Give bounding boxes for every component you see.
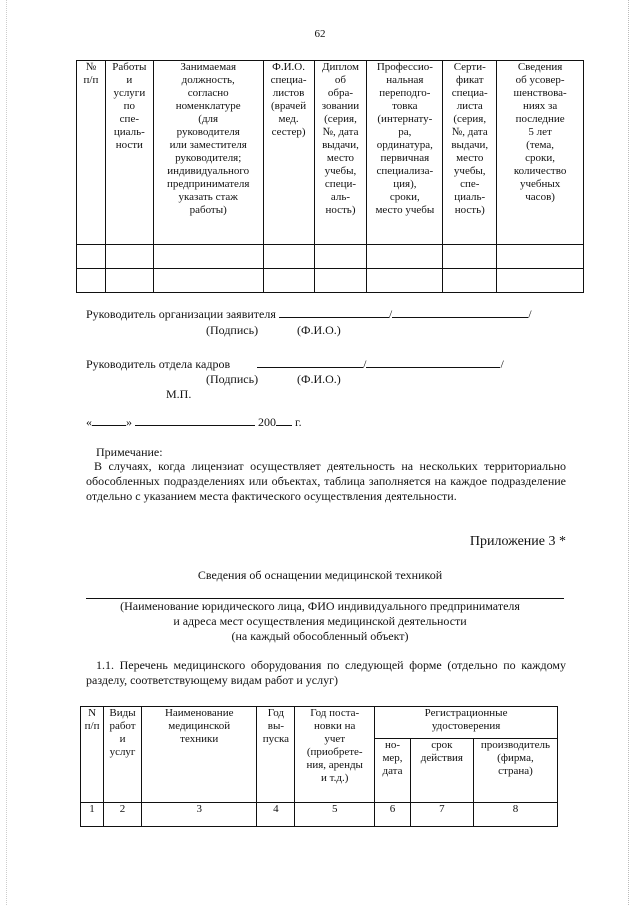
appendix-subtitle-2: и адреса мест осуществления медицинской деятельности — [173, 614, 467, 628]
quote-open: « — [86, 415, 92, 429]
slash: / — [363, 357, 367, 371]
appendix-subtitle-1: (Наименование юридического лица, ФИО индивидуального предпринимателя — [120, 599, 520, 613]
table-cell[interactable] — [77, 245, 106, 269]
header-cell: Виды работ и услуг — [104, 707, 142, 803]
month-field[interactable] — [135, 414, 255, 426]
table-cell[interactable] — [105, 245, 153, 269]
column-number: 6 — [375, 803, 411, 827]
table-cell[interactable] — [367, 269, 443, 293]
year-prefix: 200 — [258, 415, 276, 429]
table-cell[interactable] — [443, 245, 497, 269]
stamp-place: М.П. — [166, 387, 192, 401]
column-number: 3 — [141, 803, 257, 827]
header-cell: производитель (фирма, страна) — [473, 739, 557, 803]
header-cell: № п/п — [77, 61, 106, 245]
hr-head-label: Руководитель отдела кадров — [86, 357, 231, 371]
table-cell[interactable] — [153, 269, 263, 293]
column-number: 8 — [473, 803, 557, 827]
hr-head-signature — [86, 356, 566, 372]
table-cell[interactable] — [314, 269, 367, 293]
note-title: Примечание: — [96, 445, 163, 459]
slash: / — [500, 357, 504, 371]
hr-head-name-line[interactable] — [366, 356, 500, 368]
hr-head-signature-line[interactable] — [257, 356, 363, 368]
header-cell: Серти- фикат специа- листа (серия, №, дата выдачи, место учебы, спе- циаль- ность) — [443, 61, 497, 245]
quote-close: » — [126, 415, 132, 429]
fio-caption: (Ф.И.О.) — [297, 323, 341, 337]
table-cell[interactable] — [497, 269, 584, 293]
table-row — [81, 803, 558, 827]
header-cell: Работы и услуги по спе- циаль- ности — [105, 61, 153, 245]
header-cell: Профессио- нальная переподго- товка (интернату- ра, ординатура, первичная специализа- ция), сроки, место учебы — [367, 61, 443, 245]
header-cell: Диплом об обра- зовании (серия, №, дата выдачи, место учебы, специ- аль- ность) — [314, 61, 367, 245]
appendix-title: Сведения об оснащении медицинской техникой — [197, 568, 443, 582]
header-cell: Сведения об усовер- шенствова- ниях за последние 5 лет (тема, сроки, количество учебных часов) — [497, 61, 584, 245]
page-number: 62 — [314, 28, 326, 40]
header-cell: Занимаемая должность, согласно номенклатуре (для руководителя или заместителя руководителя; индивидуального предпринимателя указать стаж работы) — [153, 61, 263, 245]
org-head-signature-line[interactable] — [279, 306, 389, 318]
note-text: В случаях, когда лицензиат осуществляет деятельность на нескольких территориально обособленных подразделениях или объектах, таблица заполняется на каждое подразделение отдельно с указанием места фактического осуществления деятельности. — [86, 459, 566, 503]
table-cell[interactable] — [263, 245, 314, 269]
column-number: 5 — [295, 803, 375, 827]
appendix-label: Приложение 3 * — [469, 534, 566, 549]
slash: / — [388, 307, 393, 321]
scan-edge-left — [6, 0, 8, 905]
table-header-row — [77, 61, 584, 245]
table-cell[interactable] — [314, 245, 367, 269]
slash: / — [528, 307, 532, 321]
column-number: 1 — [81, 803, 104, 827]
year-field[interactable] — [276, 414, 292, 426]
org-head-label: Руководитель организации заявителя — [86, 307, 276, 321]
specialists-table — [76, 60, 584, 293]
table-cell[interactable] — [105, 269, 153, 293]
equipment-list-intro: 1.1. Перечень медицинского оборудования по следующей форме (отдельно по каждому разделу, соответствующему видам работ и услуг) — [86, 658, 566, 687]
day-field[interactable] — [92, 414, 126, 426]
header-cell: Регистрационные удостоверения — [375, 707, 558, 739]
table-row — [77, 269, 584, 293]
header-cell: Наименование медицинской техники — [141, 707, 257, 803]
table-cell[interactable] — [263, 269, 314, 293]
fio-caption: (Ф.И.О.) — [297, 372, 341, 386]
table-cell[interactable] — [77, 269, 106, 293]
header-cell: Год поста- новки на учет (приобрете- ния, аренды и т.д.) — [295, 707, 375, 803]
header-cell: Ф.И.О. специа- листов (врачей мед. сестер) — [263, 61, 314, 245]
appendix-subtitle-3: (на каждый обособленный объект) — [231, 629, 409, 643]
column-number: 4 — [257, 803, 295, 827]
year-suffix: г. — [295, 415, 302, 429]
header-cell: срок действия — [410, 739, 473, 803]
column-number: 7 — [410, 803, 473, 827]
date-line — [86, 414, 302, 430]
scan-edge-right — [628, 0, 630, 905]
podpis-caption: (Подпись) — [206, 323, 259, 337]
org-head-name-line[interactable] — [392, 306, 528, 318]
table-header-row — [81, 707, 558, 739]
column-number: 2 — [104, 803, 142, 827]
equipment-table — [80, 706, 558, 827]
table-cell[interactable] — [497, 245, 584, 269]
table-row — [77, 245, 584, 269]
org-head-signature — [86, 306, 566, 322]
podpis-caption: (Подпись) — [206, 372, 259, 386]
table-cell[interactable] — [153, 245, 263, 269]
header-cell: N п/п — [81, 707, 104, 803]
header-cell: но- мер, дата — [375, 739, 411, 803]
table-cell[interactable] — [367, 245, 443, 269]
header-cell: Год вы- пуска — [257, 707, 295, 803]
table-cell[interactable] — [443, 269, 497, 293]
